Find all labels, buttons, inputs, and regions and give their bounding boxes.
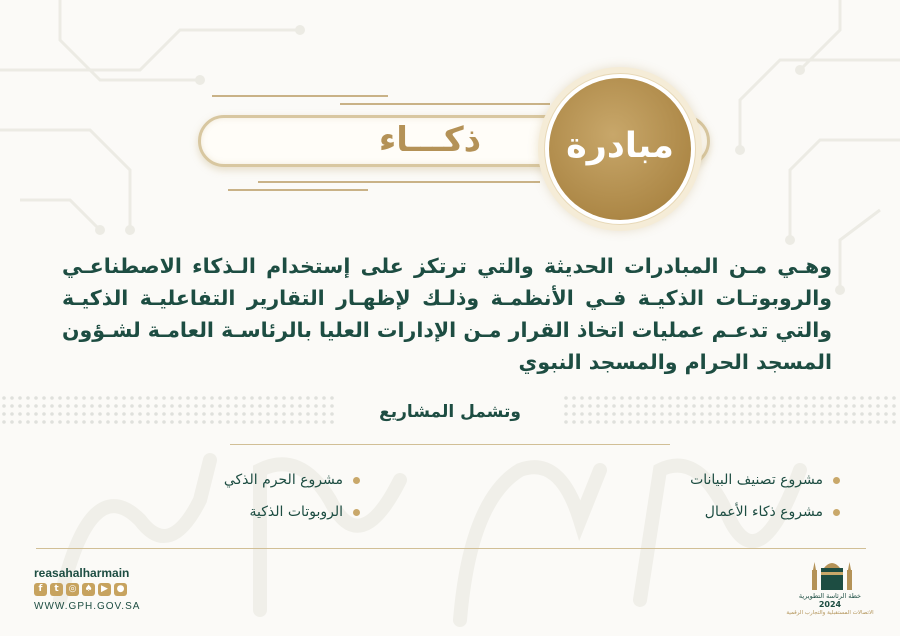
decor-line-top-2 xyxy=(340,103,550,105)
instagram-icon[interactable]: ◎ xyxy=(66,583,79,596)
facebook-icon[interactable]: f xyxy=(34,583,47,596)
heading-divider xyxy=(230,444,670,445)
project-label: مشروع الحرم الذكي xyxy=(223,472,343,488)
page-title: ذكـــاء xyxy=(378,120,482,160)
footer-divider xyxy=(36,548,866,549)
dots-pattern-left xyxy=(0,394,335,428)
location-icon[interactable]: ● xyxy=(114,583,127,596)
snapchat-icon[interactable]: ♠ xyxy=(82,583,95,596)
project-label: مشروع تصنيف البيانات xyxy=(690,472,823,488)
description-paragraph: وهـي مـن المبادرات الحديثة والتي ترتكز على إستخدام الـذكاء الاصطناعـي والروبوتـات الذكيـة فـي الأنظمـة وذلـك لإظهـار التقارير التفاعليـة الذكيـة والتي تدعـم عمليات اتخاذ القرار مـن الإدارات العليا بالرئاسـة العامـة لشـؤون المسجد الحرام والمسجد النبوي xyxy=(62,254,832,374)
youtube-icon[interactable]: ▶ xyxy=(98,583,111,596)
bullet-icon xyxy=(353,509,360,516)
project-label: الروبوتات الذكية xyxy=(249,504,343,520)
project-item xyxy=(660,500,840,524)
logo-year: 2024 xyxy=(818,600,842,609)
bullet-icon xyxy=(833,477,840,484)
logo-line-1: خطة الرئاسة التطويرية xyxy=(798,592,862,600)
website-link[interactable]: WWW.GPH.GOV.SA xyxy=(34,601,141,612)
decor-line-bottom-1 xyxy=(258,181,540,183)
project-label: مشروع ذكاء الأعمال xyxy=(704,504,823,520)
bullet-icon xyxy=(833,509,840,516)
badge-label: مبادرة xyxy=(566,126,674,166)
dots-pattern-right xyxy=(562,394,900,428)
project-item xyxy=(190,468,360,492)
bullet-icon xyxy=(353,477,360,484)
decor-line-bottom-2 xyxy=(228,189,368,191)
logo-line-2: الاتصالات المستقبلية والتجارب الرقمية xyxy=(786,610,874,616)
project-item xyxy=(190,500,360,524)
social-handle: reasahalharmain xyxy=(34,566,130,580)
decor-line-top-1 xyxy=(212,95,388,97)
social-icons xyxy=(34,583,127,596)
presidency-logo-icon xyxy=(810,556,854,592)
project-item xyxy=(660,468,840,492)
twitter-icon[interactable]: t xyxy=(50,583,63,596)
projects-heading: وتشمل المشاريع xyxy=(379,402,521,422)
